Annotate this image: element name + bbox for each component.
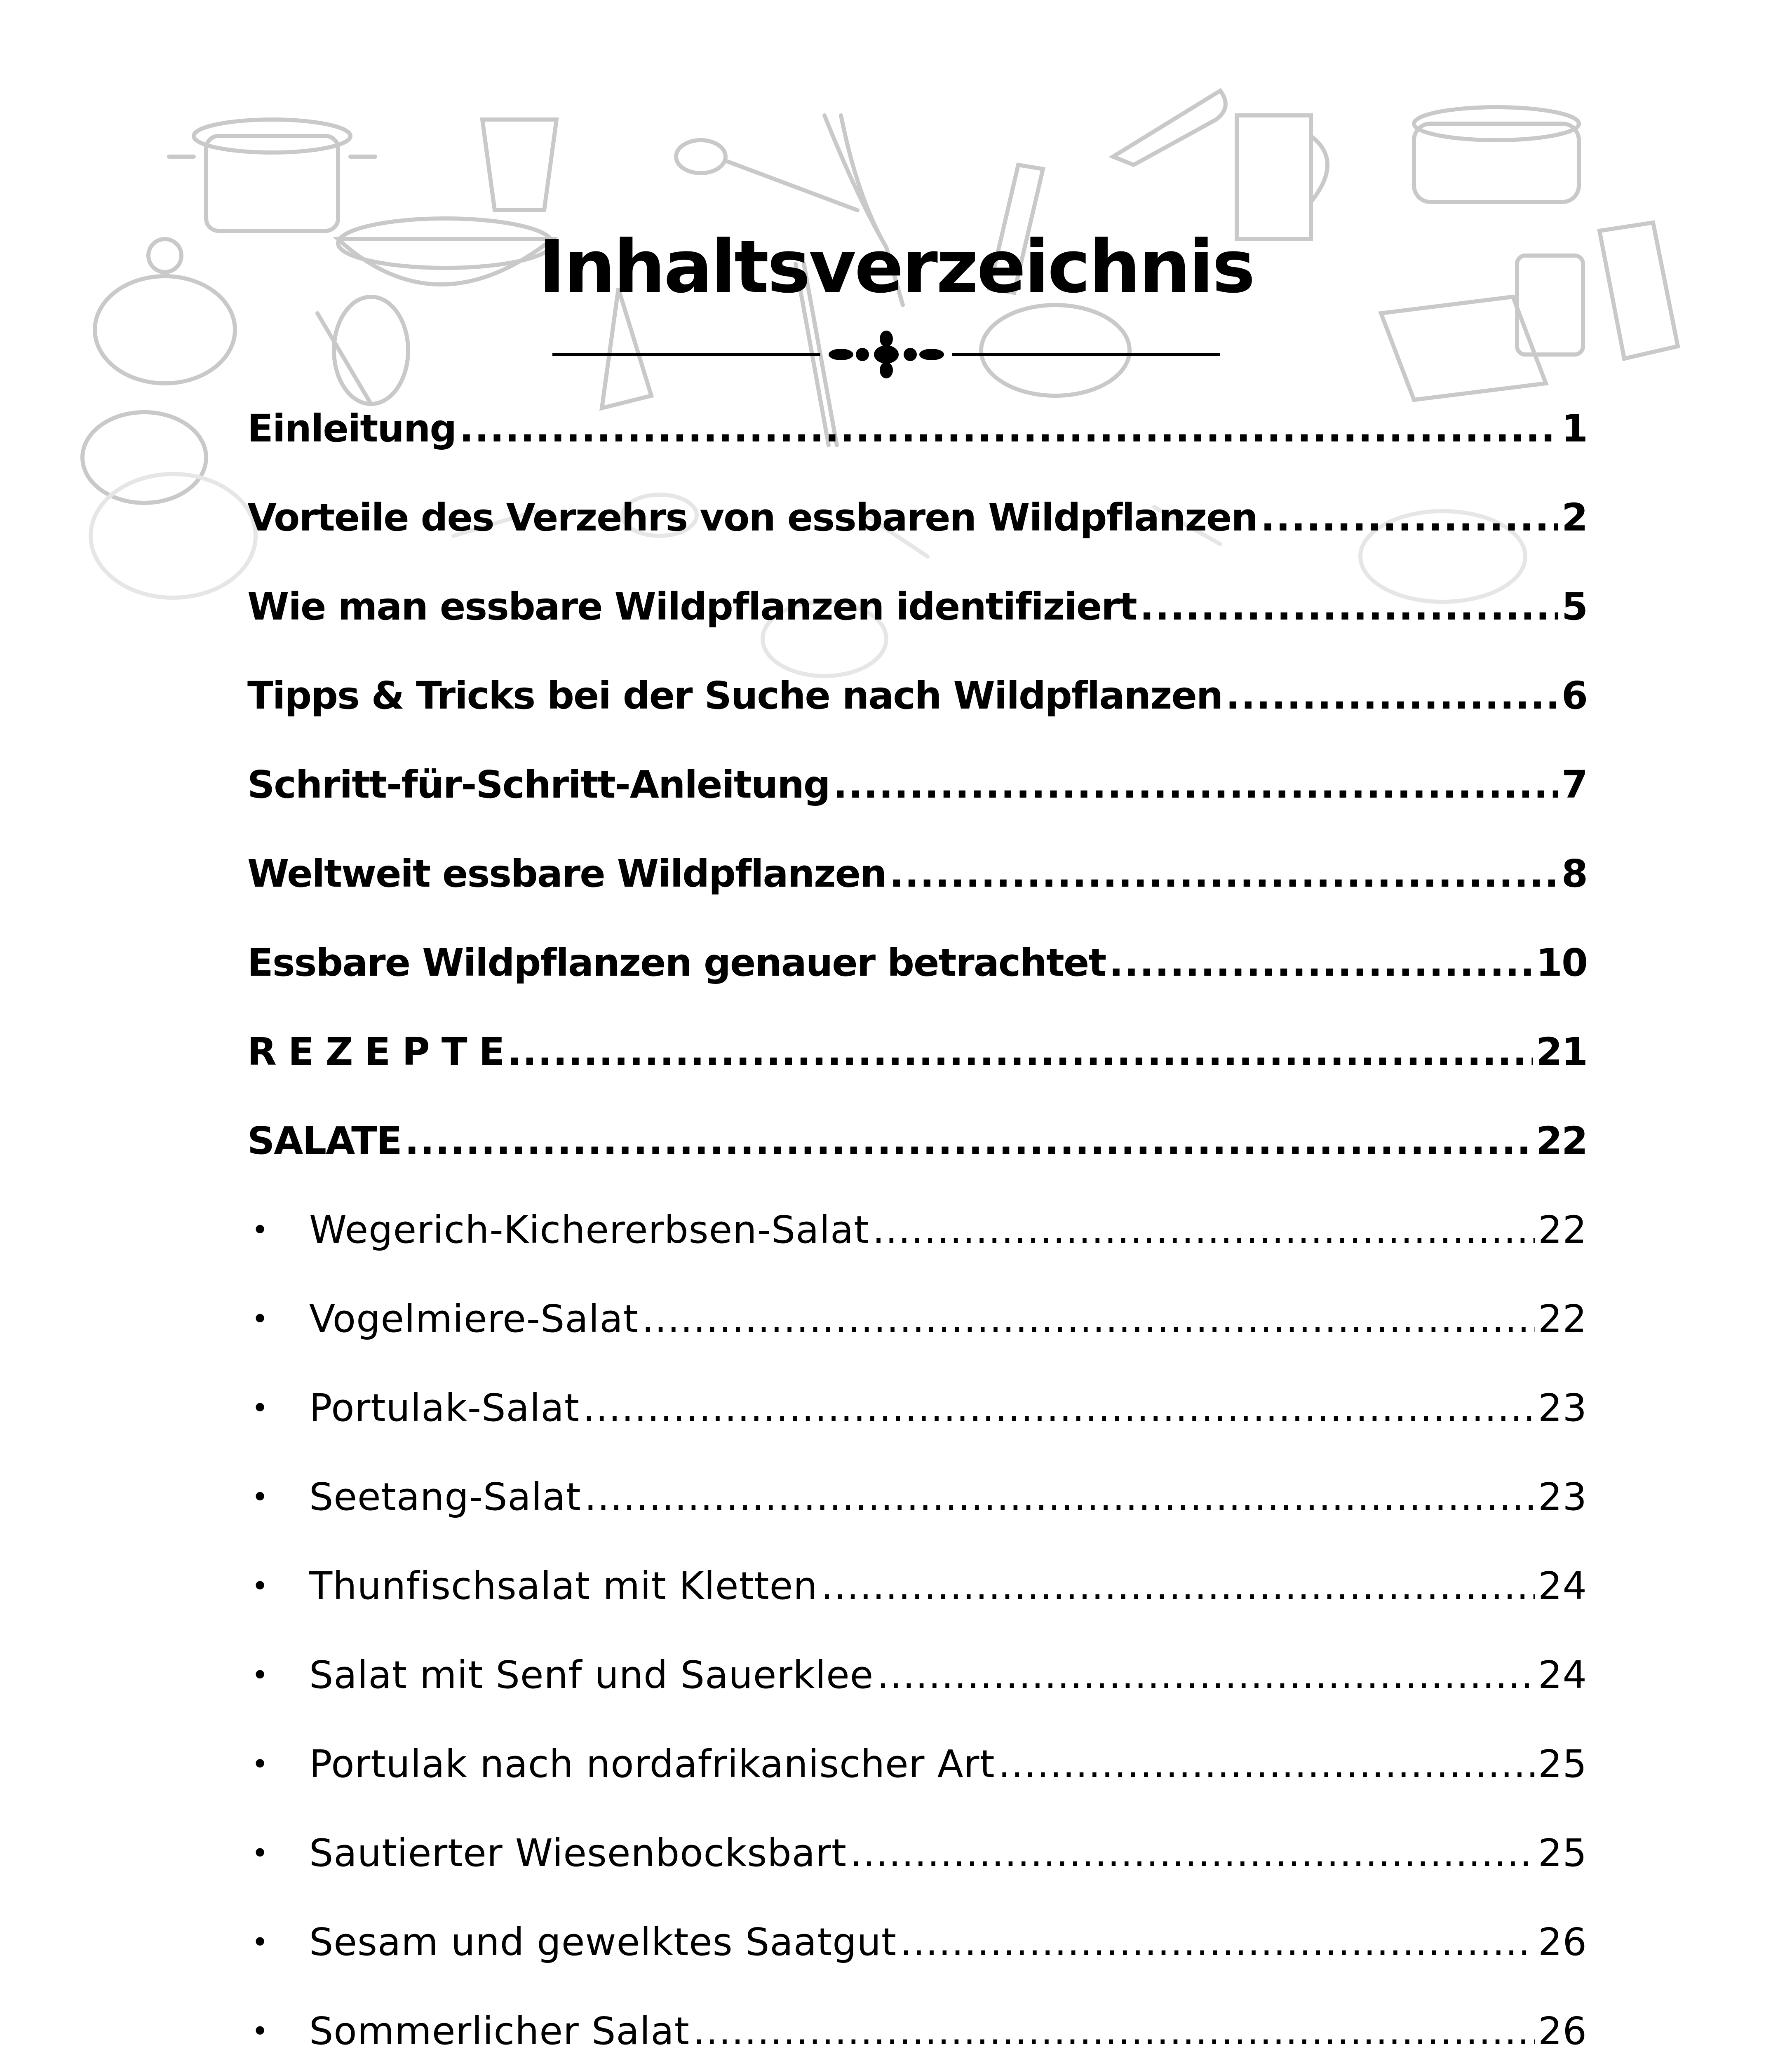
toc-subentry[interactable]: [247, 1189, 1587, 1255]
toc-page-number: 25: [1538, 1742, 1587, 1786]
page-title: Inhaltsverzeichnis: [538, 224, 1254, 309]
toc-subentry[interactable]: [247, 1990, 1587, 2056]
toc-entry-label: Thunfischsalat mit Kletten: [309, 1564, 818, 1608]
toc-page-number: 22: [1536, 1119, 1587, 1163]
ornamental-divider: [552, 330, 1220, 379]
toc-page-number: 24: [1538, 1653, 1587, 1697]
toc-entry-label: Portulak-Salat: [309, 1386, 580, 1430]
bullet-icon: •: [251, 1480, 269, 1514]
toc-entry-label: R E Z E P T E: [247, 1030, 504, 1074]
dot-leader: [585, 1472, 1535, 1522]
toc-page-number: 24: [1538, 1564, 1587, 1608]
cake-tin-icon: [1414, 107, 1579, 202]
dot-leader: [890, 849, 1558, 899]
bullet-icon: •: [251, 1658, 269, 1692]
toc-page-number: 22: [1538, 1208, 1587, 1252]
toc-entry-label: SALATE: [247, 1119, 402, 1163]
toc-subentry[interactable]: [247, 1723, 1587, 1789]
toc-page-number: 22: [1538, 1297, 1587, 1341]
dot-leader: [900, 1918, 1535, 1967]
dot-leader: [1226, 671, 1558, 721]
toc-subentry[interactable]: [247, 1456, 1587, 1522]
toc-entry-label: Tipps & Tricks bei der Suche nach Wildpflanzen: [247, 674, 1223, 718]
dot-leader: [1109, 938, 1533, 988]
dot-leader: [459, 404, 1558, 453]
toc-page-number: 25: [1538, 1831, 1587, 1875]
toc-entry-label: Sommerlicher Salat: [309, 2009, 690, 2053]
toc-page-number: 1: [1561, 406, 1587, 451]
toc-entry-label: Seetang-Salat: [309, 1475, 581, 1519]
bullet-icon: •: [251, 1213, 269, 1247]
bullet-icon: •: [251, 2014, 269, 2048]
dot-leader: [1140, 582, 1558, 631]
toc-entry[interactable]: [247, 833, 1587, 899]
bullet-icon: •: [251, 1925, 269, 1959]
toc-entry-label: Wie man essbare Wildpflanzen identifiziert: [247, 584, 1137, 629]
toc-entry-label: Sautierter Wiesenbocksbart: [309, 1831, 847, 1875]
knife-icon: [1113, 91, 1226, 165]
toc-entry[interactable]: [247, 566, 1587, 631]
toc-entry[interactable]: [247, 387, 1587, 453]
toc-subentry[interactable]: [247, 1278, 1587, 1344]
toc-page-number: 26: [1538, 1920, 1587, 1964]
toc-subentry[interactable]: [247, 1367, 1587, 1433]
toc-entry-label: Portulak nach nordafrikanischer Art: [309, 1742, 995, 1786]
dot-leader: [877, 1650, 1535, 1700]
cooking-pot-icon: [169, 120, 375, 231]
toc-entry-label: Schritt-für-Schritt-Anleitung: [247, 763, 830, 807]
toc-page-number: 7: [1561, 763, 1587, 807]
toc-page-number: 2: [1561, 495, 1587, 540]
toc-page-number: 6: [1561, 674, 1587, 718]
toc-entry[interactable]: [247, 922, 1587, 988]
toc-entry-label: Salat mit Senf und Sauerklee: [309, 1653, 874, 1697]
dot-leader: [850, 1829, 1535, 1878]
toc-subentry[interactable]: [247, 1634, 1587, 1700]
bullet-icon: •: [251, 1302, 269, 1336]
spoon-icon: [676, 140, 857, 210]
dot-leader: [1261, 493, 1558, 542]
toc-subentry[interactable]: [247, 1901, 1587, 1967]
dot-leader: [833, 760, 1558, 810]
toc-page-number: 5: [1561, 584, 1587, 629]
bullet-icon: •: [251, 1391, 269, 1425]
dot-leader: [693, 2007, 1535, 2056]
toc-page-number: 26: [1538, 2009, 1587, 2053]
glass-icon: [482, 120, 557, 210]
toc-page-number: 23: [1538, 1475, 1587, 1519]
dot-leader: [642, 1294, 1535, 1344]
toc-page-number: 10: [1536, 941, 1587, 985]
toc-subentry[interactable]: [247, 1545, 1587, 1611]
toc-entry-label: Essbare Wildpflanzen genauer betrachtet: [247, 941, 1106, 985]
toc-entry-label: Weltweit essbare Wildpflanzen: [247, 852, 886, 896]
toc-entry-label: Sesam und gewelktes Saatgut: [309, 1920, 897, 1964]
toc-entry[interactable]: [247, 477, 1587, 542]
pitcher-icon: [1237, 115, 1327, 239]
toc-entry[interactable]: [247, 1100, 1587, 1166]
toc-page-number: 21: [1536, 1030, 1587, 1074]
dot-leader: [507, 1027, 1533, 1077]
toc-entry-label: Einleitung: [247, 406, 456, 451]
toc-entry[interactable]: [247, 1011, 1587, 1077]
bullet-icon: •: [251, 1747, 269, 1781]
toc-entry-label: Vogelmiere-Salat: [309, 1297, 639, 1341]
toc-entry-label: Vorteile des Verzehrs von essbaren Wildpflanzen: [247, 495, 1257, 540]
toc-entry-label: Wegerich-Kichererbsen-Salat: [309, 1208, 869, 1252]
dot-leader: [821, 1561, 1535, 1611]
bullet-icon: •: [251, 1569, 269, 1603]
toc-page-number: 8: [1561, 852, 1587, 896]
dot-leader: [872, 1205, 1534, 1255]
dot-leader: [405, 1116, 1533, 1166]
bullet-icon: •: [251, 1836, 269, 1870]
toc-entry[interactable]: [247, 655, 1587, 721]
toc-subentry[interactable]: [247, 1812, 1587, 1878]
dot-leader: [998, 1739, 1535, 1789]
kettle-icon: [82, 412, 206, 503]
toc-entry[interactable]: [247, 744, 1587, 810]
toc-page-number: 23: [1538, 1386, 1587, 1430]
dot-leader: [583, 1383, 1535, 1433]
